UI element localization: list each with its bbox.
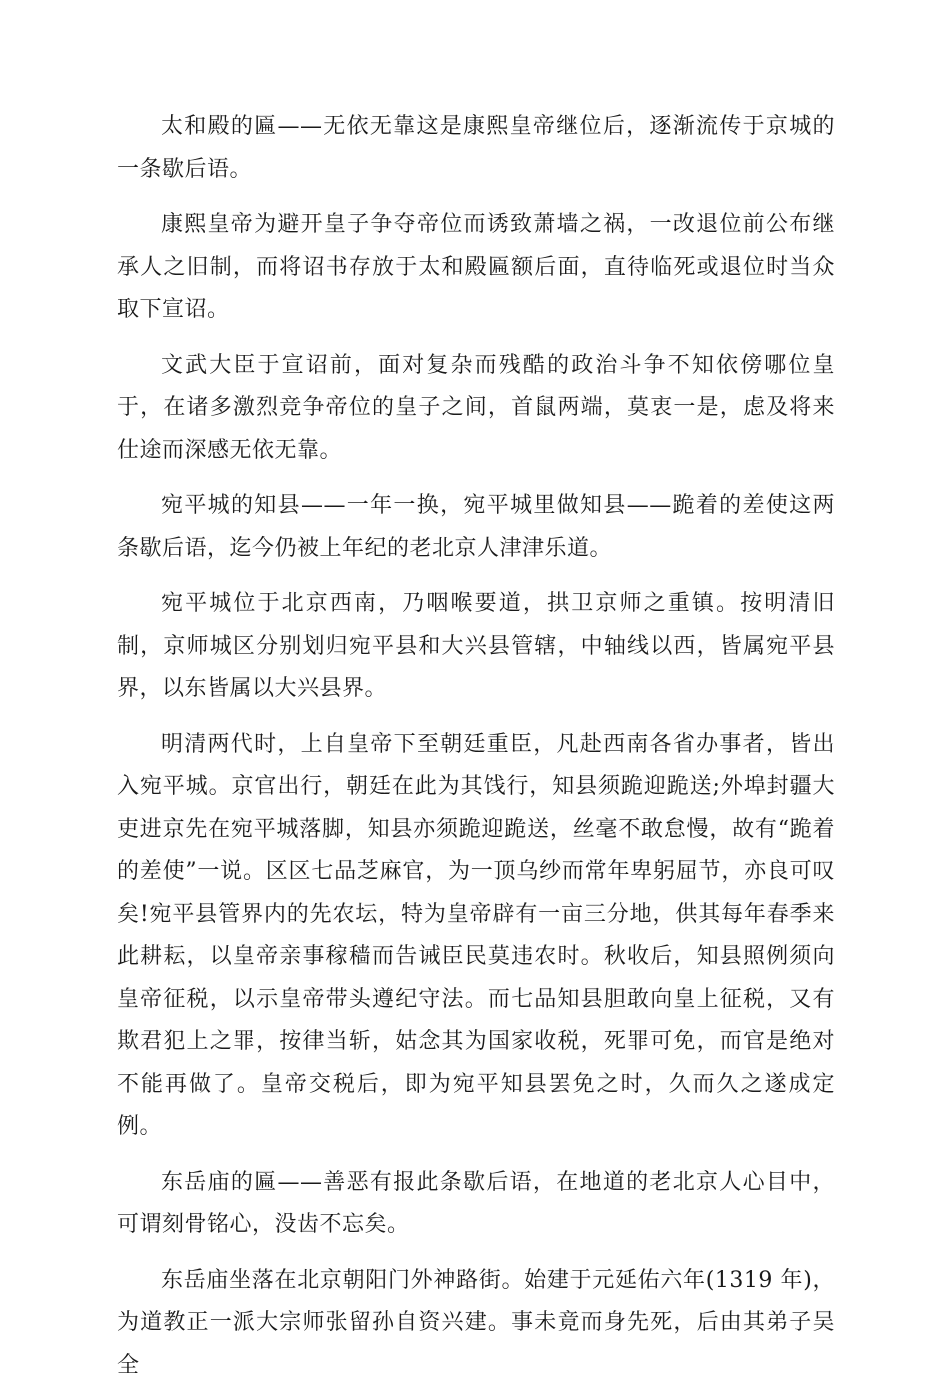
document-body: [117, 106, 835, 1400]
paragraph-2: 康熙皇帝为避开皇子争夺帝位而诱致萧墙之祸，一改退位前公布继承人之旧制，而将诏书存放于太和殿匾额后面，直待临死或退位时当众取下宣诏。: [117, 212, 835, 322]
paragraph-7: 东岳庙的匾——善恶有报此条歇后语，在地道的老北京人心目中，可谓刻骨铭心，没齿不忘矣。: [117, 1169, 835, 1237]
paragraph-4: 宛平城的知县——一年一换，宛平城里做知县——跪着的差使这两条歇后语，迄今仍被上年纪的老北京人津津乐道。: [117, 493, 835, 561]
paragraph-1: 太和殿的匾——无依无靠这是康熙皇帝继位后，逐渐流传于京城的一条歇后语。: [117, 114, 835, 182]
paragraph-3: 文武大臣于宣诏前，面对复杂而残酷的政治斗争不知依傍哪位皇于，在诸多激烈竞争帝位的皇子之间，首鼠两端，莫衷一是，虑及将来仕途而深感无依无靠。: [117, 352, 835, 463]
paragraph-8: 东岳庙坐落在北京朝阳门外神路街。始建于元延佑六年(1319 年)，为道教正一派大宗师张留孙自资兴建。事未竟而身先死，后由其弟子吴全: [117, 1267, 835, 1378]
paragraph-5: 宛平城位于北京西南，乃咽喉要道，拱卫京师之重镇。按明清旧制，京师城区分别划归宛平县和大兴县管辖，中轴线以西，皆属宛平县界，以东皆属以大兴县界。: [117, 591, 835, 701]
paragraph-6: 明清两代时，上自皇帝下至朝廷重臣，凡赴西南各省办事者，皆出入宛平城。京官出行，朝廷在此为其饯行，知县须跪迎跪送;外埠封疆大吏进京先在宛平城落脚，知县亦须跪迎跪送，丝毫不敢怠慢，故有“跪着的差使”一说。区区七品芝麻官，为一顶乌纱而常年卑躬屈节，亦良可叹矣!宛平县管界内的先农坛，特为皇帝辟有一亩三分地，供其每年春季来此耕耘，以皇帝亲事稼穑而告诫臣民莫违农时。秋收后，知县照例须向皇帝征税，以示皇帝带头遵纪守法。而七品知县胆敢向皇上征税，又有欺君犯上之罪，按律当斩，姑念其为国家收税，死罪可免，而官是绝对不能再做了。皇帝交税后，即为宛平知县罢免之时，久而久之遂成定例。: [117, 731, 835, 1139]
